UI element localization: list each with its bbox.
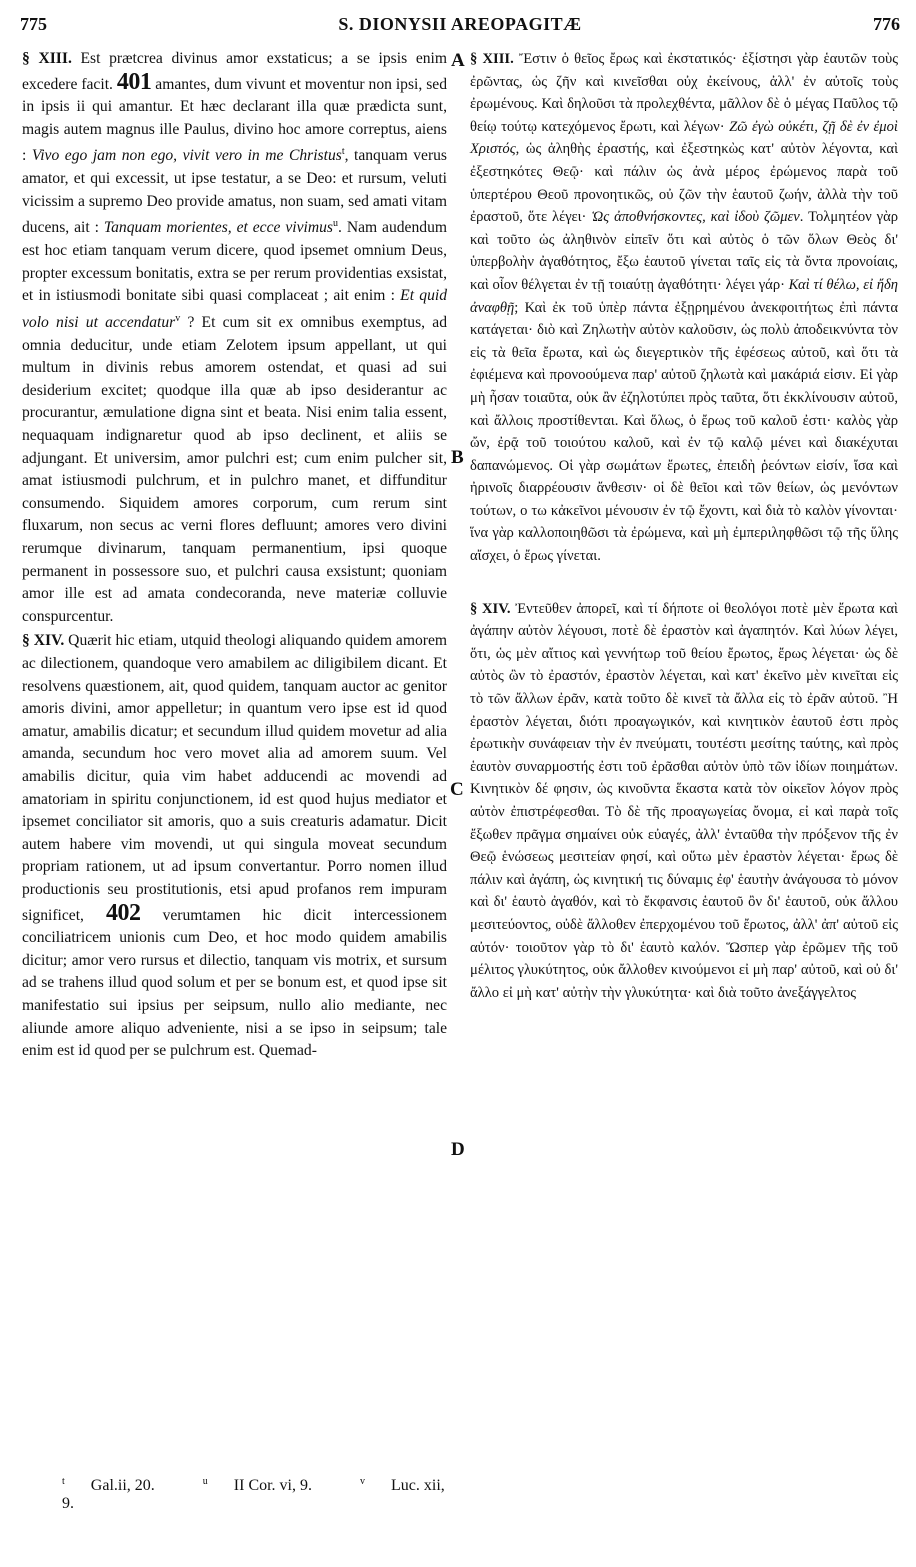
greek-section-xiv [470,598,898,1005]
scripture-quote: Tanquam morientes, et ecce vivimus [103,219,333,237]
scripture-quote: Vivo ego jam non ego, vivit vero in me Christus [31,147,342,165]
body-text: Ἔστιν ὁ θεῖος ἔρως καὶ ἐκστατικός· ἐξίστησι γὰρ ἑαυτῶν τοὺς ἐρῶντας, ὡς ζῆν καὶ κινεῖσθαι οὐχ ἐκείνους, ἀλλ' ἐν αὐτοῖς τοὺς ἐρωμένους. Καὶ δηλοῦσι τὰ προλεχθέντα, μᾶλλον δὲ ὁ μέγας Παῦλος τῷ θείῳ τούτῳ κατεχόμενος ἔρωτι, καὶ λέγων· [470,51,899,135]
latin-section-xiii [22,48,447,628]
body-text: . Τολμητέον γὰρ καὶ τοῦτο ὡς ἀληθινὸν εἰπεῖν ὅτι καὶ αὐτὸς ὁ τῶν ὅλων Θεὸς δι' ὑπερβολὴν ἀγαθότητος, ἔξω ἑαυτοῦ γίνεται ταῖς εἰς τὰ ὄντα προνοίαις, καὶ οἷον θέλγεται ἐν τῇ τοιαύτῃ ἀγαθότητι· λέγει γάρ· [470,209,898,293]
section-heading: § XIII. [22,50,72,67]
footnote-ref: t [341,146,345,158]
margin-number: 401 [116,68,152,95]
footnote-mark: v [360,1476,365,1487]
greek-section-xiii [470,48,898,568]
body-text: Est prætcrea divinus amor exstaticus; a se ipsis enim excedere facit. [22,50,447,93]
page-number-right: 776 [873,14,900,34]
section-heading: § XIV. [22,632,65,650]
footnote-text: Luc. xii, 9. [62,1477,445,1513]
scripture-quote: Ὡς ἀποθνήσκοντες, καὶ ἰδοὺ ζῶμεν [591,209,800,226]
footnote-text: II Cor. vi, 9. [233,1477,312,1495]
latin-section-xiv [22,630,447,1062]
footnote-ref: u [333,218,338,230]
footnote [62,1477,177,1494]
body-text: , ὡς ἀληθὴς ἐραστής, καὶ ἐξεστηκὼς κατ' αὐτὸν λέγοντα, καὶ ἐξεστηκότες Θεῷ· καὶ πάλιν ὡς ἀνὰ μέρος ἐρώμενος παρὰ τοῦ ὑπερτέρου Θεοῦ προνοητικῶς, οὐ ζῶν τὴν ἑαυτοῦ ζωήν, ἀλλὰ τὴν τοῦ ἐραστοῦ, ὅτε λέγει· [470,141,898,226]
section-heading: § XIII. [470,51,514,67]
body-text: verumtamen hic dicit intercessionem conciliatricem unionis cum Deo, et hoc modo quidem amabilis dicitur; amor vero rursus et dilectio, tanquam vis motrix, et sursum ad se trahens illud quod solum et per se bonum est, et quod ipse sit manifestatio sui ipsius per seipsum, nullo alio mediante, nec aliunde amore aliquo adveniente, nisi a se ipso in seipsum; tale enim est id quod per se pulchrum est. Quemad- [22,906,447,1060]
section-heading: § XIV. [470,600,511,617]
body-text: Ἐντεῦθεν ἀπορεῖ, καὶ τί δήποτε οἱ θεολόγοι ποτὲ μὲν ἔρωτα καὶ ἀγάπην αὐτὸν λέγουσι, ποτὲ δὲ ἐραστὸν καὶ ἀγαπητόν. Καὶ λύων λέγει, ὅτι, ὡς μὲν αἴτιος καὶ γεννήτωρ τοῦ θείου ἔρωτος, ἔρως λέγεται· ὡς δὲ αὐτὸς ὢν τὸ ἐραστόν, ἐραστὸν λέγεται, καὶ κατ' ἐκεῖνο μὲν κινεῖται εἰς τὸ τῶν ἄλλων ἐρᾶν, κατὰ τοῦτο δὲ κινεῖ τὰ ἄλλα εἰς τὸ ἐρᾶν αὐτοῦ. Ἢ ἐραστὸν λέγεται, διότι προαγωγικόν, καὶ κινητικὸν ἑαυτοῦ ἐστι πρὸς ἐρωτικὴν συνάφειαν τὴν ἐν πνεύματι, τουτέστι μεσίτης ταύτης, καὶ πρὸς ἑαυτὸν συναρμοστής ἐστι τοῦ ἐρᾶσθαι αὐτὸν ὑπὸ τῶν ἰδίων ποιημάτων. Κινητικὸν δέ φησιν, ὡς κινοῦντα ἕκαστα κατὰ τὸν οἰκεῖον λόγον πρὸς αὐτὸν ἐπιστρέφεσθαι. Τὸ δὲ τῆς προαγωγείας ὄνομα, εἰ καὶ παρὰ τοῖς ἔξωθεν πρᾶγμα σημαίνει οὐκ εὐαγές, ἀλλ' ἐνταῦθα τὴν πρόξενον τῆς ἐν Θεῷ ἑνώσεως μεσιτείαν φησί, καὶ οὕτω μὲν ἐραστὸν λέγεται· ἔρως δὲ πάλιν καὶ ἀγάπη, ὡς κινητική τις δύναμις ἐφ' ἑαυτὴν ἀνάγουσα τὸ μόνον καὶ δι' ἑαυτὸ ἀγαθόν, καὶ τὸ ἔκφανσις ἑαυτοῦ ὂν δι' ἑαυτοῦ, οὐκ ἄλλου μεσιτεύοντος, οὐδὲ ἄλλοθεν ἐπερχομένου τοῦ ἔρωτος, ἀλλ' ἀπ' αὐτοῦ εἰς αὐτόν· τοιοῦτον γὰρ τὸ δι' ἑαυτὸ καλόν. Ὥσπερ γὰρ ἐρῶμεν τῆς τοῦ μέλιτος γλυκύτητος, οὐκ ἄλλοθεν κινούμενοι εἰ μὴ παρ' αὐτοῦ, καὶ οὐ δι' ἄλλο εἰ μὴ κατ' αὐτὴν τὴν γλυκύτητα· καὶ διὰ τοῦτο ἀνεξάγγελτος [470,600,898,1001]
body-text: amantes, dum vivunt et moventur non ipsi, sed in ipsis ii qui amantur. Et hæc declarant illa quæ prædicta sunt, magis autem magnus ille Paulus, divino hoc amore correptus, aiens : [22,75,447,165]
body-text: . Nam audendum est hoc etiam tanquam verum dicere, quod ipsemet omnium Deus, propter excessum bonitatis, extra se per rerum providentias exsistat, et in istiusmodi bonitate sibi quasi complaceat ; ait enim : [22,219,447,305]
scripture-quote: Ζῶ ἐγὼ οὐκέτι, ζῇ δὲ ἐν ἐμοὶ Χριστός [470,118,898,158]
running-title: S. DIONYSII AREOPAGITÆ [338,14,582,34]
body-text: Quærit hic etiam, utquid theologi aliquando quidem amorem ac dilectionem, quandoque vero amabilem ac diligibilem dicant. Et resolvens quæstionem, ait, quod quidem, tanquam auctor ac genitor amoris divini, amor appelletur; in quantum vero ipse est id quod amatur, amabilis dicatur; et secundum illud quidem movetur ad alia amanda, secundum hoc vero movet alia ad amorem suum. Vel amabilis dicitur, quia vim habet adducendi ac movendi ad amatoriam in spiritu conjunctionem, id est quod hujus mediator et ipsemet conciliator sit amoris, quo a suis creaturis adamatur. Dicit autem habere vim movendi, ut qui singula moveat secundum propriam rationem, ut ad ipsum convertantur. Porro nomen illud productionis seu prostitutionis, etsi apud profanos rem impuram significet, [22,632,448,924]
footnote-ref: v [175,312,181,324]
footnote-mark: u [202,1476,208,1487]
scripture-quote: Et quid volo nisi ut accendatur [22,287,447,332]
page-number-left: 775 [20,14,47,34]
margin-number: 402 [106,899,141,926]
footnote [203,1477,334,1494]
footnote-text: Gal.ii, 20. [90,1477,155,1495]
margin-marker-a: A [451,50,465,71]
greek-column [470,48,898,1004]
body-text: , tanquam verus amator, et qui excessit, ut ipse testatur, a se Deo: et rursum, veluti vicissim a supremo Deo provide amatus, non suam, sed amati vitam ducens, ait : [22,147,448,237]
page-header [20,14,900,42]
margin-marker-c: C [450,779,464,800]
footnote-mark: t [62,1476,65,1487]
margin-marker-d: D [451,1139,465,1160]
margin-marker-b: B [451,447,464,468]
footnotes [62,1476,482,1513]
latin-column [22,48,447,1063]
body-text: ? Et cum sit ex omnibus exemptus, ad omnia deducitur, unde etiam Zelotem ipsum appellant, ut qui multum in divinis rebus amorem ostendat, et quasi ad sui desiderium excitet; quodque illa quæ ab ipso desiderantur ac procurantur, æmulatione digna sint et beata. Nisi enim talia essent, nequaquam indignaretur quod ab ipso declinent, et aliis se adjungant. Et universim, amor pulchri est; cum enim pulcher sit, amat istiusmodi pulchrum, et in pulchro manet, et diffunditur consumendo. Siquidem amores corporum, cum rerum sint fluxarum, non secus ac verni flores defluunt; amores vero divini rerumque divinarum, tanquam permanentium, ipsi quoque permanent in possessore suo, et pulchri causa exsistunt; quoniam amor ille est ad amata condecoranda, neve materiæ colluvie conspurcentur. [22,314,447,625]
scripture-quote: Καὶ τί θέλω, εἰ ἤδη ἀναφθῇ [470,276,898,316]
body-text: ; Καὶ ἐκ τοῦ ὑπὲρ πάντα ἐξῃρημένου ἀνεκφοιτήτως ἐπὶ πάντα κατάγεται· διὸ καὶ Ζηλωτὴν αὐτὸν καλοῦσιν, ὡς πολὺ ἀποδεικνύντα τὸν εἰς τὰ θεῖα ἔρωτα, καὶ ὡς διεγερτικὸν τῆς ἐφέσεως αὐτοῦ, καὶ ὅτι τὰ ἐφιέμενα καὶ προνοούμενα παρ' αὐτοῦ ζηλωτὰ καὶ μακάριά εἰσιν. Εἰ γὰρ μὴ ἦσαν τοιαῦτα, οὐκ ἂν ἐζηλοτύπει πρὸς ταῦτα, ὅτι ἐκκλίνουσιν αὐτοῦ, καὶ ἄλλοις προστίθενται. Καὶ ὅλως, ὁ ἔρως τοῦ καλοῦ ἐστι· καλὸς γὰρ ὤν, ἐρᾷ τοῦ τοιούτου καλοῦ, καὶ ἐν τῷ καλῷ μένει καὶ διακέχυται δαπανώμενος. Οἱ γὰρ σωμάτων ἔρωτες, ἐπειδὴ ῥεόντων εἰσίν, ἴσα καὶ ἠρινοῖς διαρρέουσιν ἄνθεσιν· οἱ δὲ θεῖοι καὶ τῶν θείων, ὡς μενόντων τούτων, ο τω κἀκεῖνοι μένουσιν ἐν τῷ ἔχοντι, καὶ διὰ τὸ καλὸν γίνονται· ἵνα γὰρ καλλοποιηθῶσι τὰ ἐρώμενα, καὶ μὴ ἐμπεριληφθῶσι τῷ τῆς ὕλης αἴσχει, ὁ ἔρως γίνεται. [470,299,898,565]
